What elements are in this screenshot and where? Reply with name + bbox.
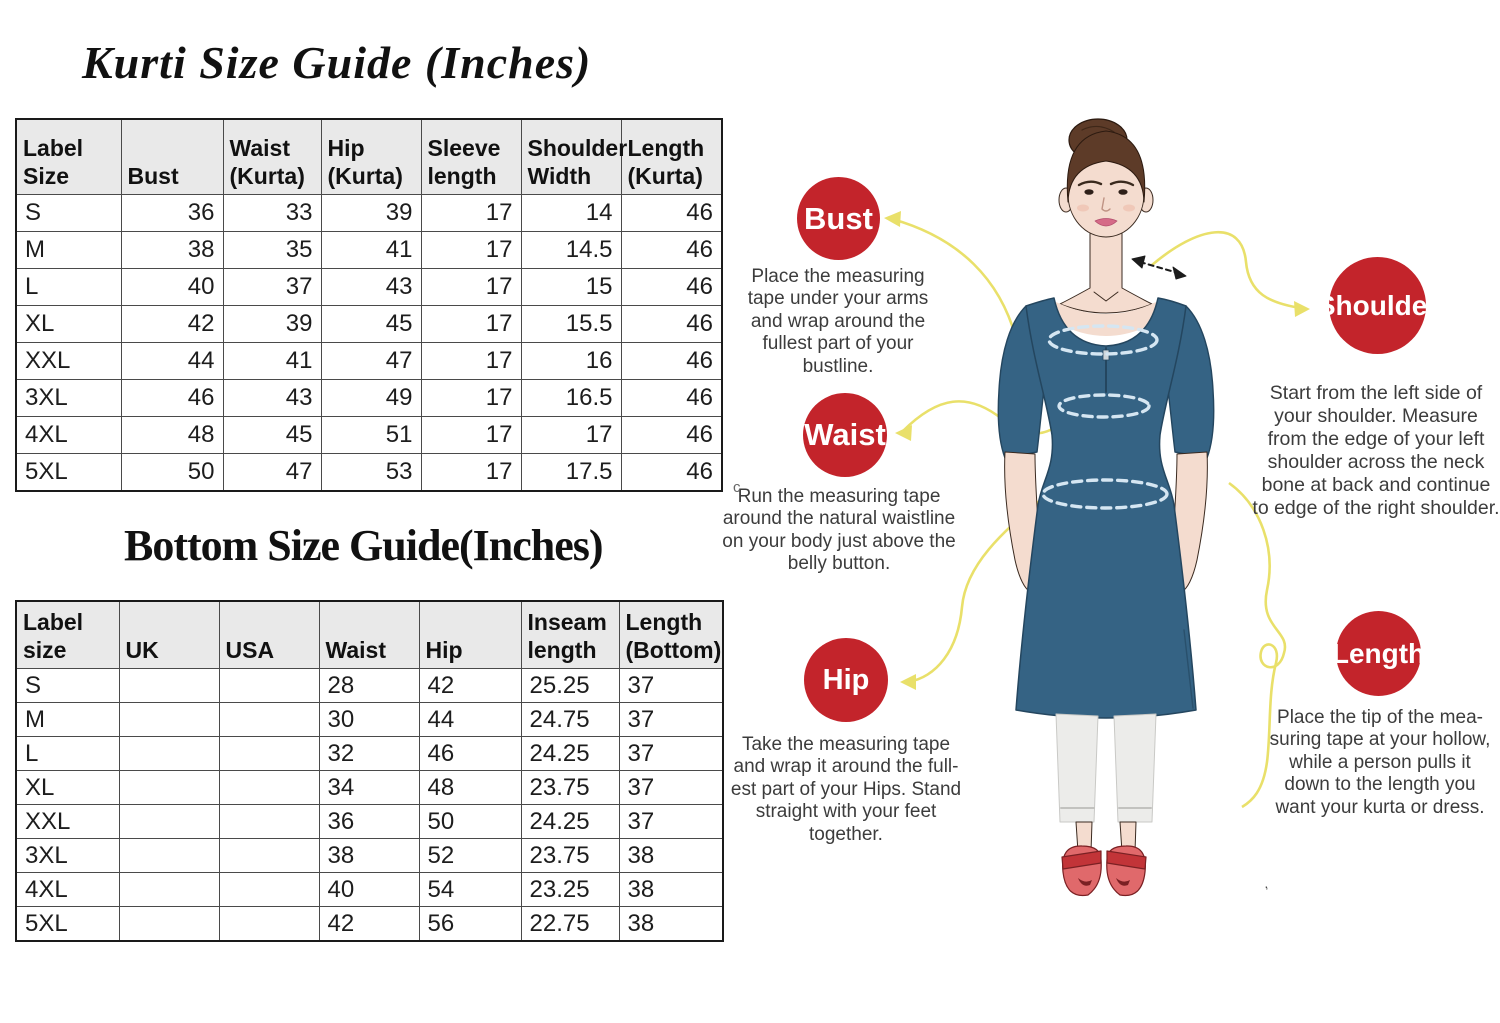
value-cell: 35 (223, 232, 321, 269)
value-cell: 36 (319, 805, 419, 839)
size-label-cell: 3XL (16, 839, 119, 873)
value-cell (119, 771, 219, 805)
value-cell: 38 (121, 232, 223, 269)
nose (1102, 198, 1110, 211)
shoulder-badge: Shoulder (1329, 257, 1426, 354)
value-cell: 44 (419, 703, 521, 737)
column-header: USA (219, 601, 319, 669)
hip-measure-ellipse (1043, 480, 1167, 508)
column-header: Label size (16, 601, 119, 669)
column-header: Label Size (16, 119, 121, 195)
table-row (16, 907, 723, 942)
value-cell: 24.75 (521, 703, 619, 737)
value-cell: 17 (421, 380, 521, 417)
chest-skin (1056, 302, 1156, 336)
left-blush (1077, 205, 1089, 212)
value-cell: 28 (319, 669, 419, 703)
value-cell: 52 (419, 839, 521, 873)
value-cell: 17 (421, 195, 521, 232)
value-cell: 47 (223, 454, 321, 492)
value-cell (119, 839, 219, 873)
column-header: Waist (Kurta) (223, 119, 321, 195)
value-cell: 46 (121, 380, 223, 417)
value-cell (219, 805, 319, 839)
value-cell (219, 873, 319, 907)
size-label-cell: M (16, 232, 121, 269)
value-cell: 37 (619, 771, 723, 805)
woman-illustration (998, 119, 1214, 896)
value-cell (219, 771, 319, 805)
collarbone-line (1094, 292, 1118, 301)
value-cell: 53 (321, 454, 421, 492)
hair-front (1067, 131, 1144, 202)
table-row (16, 417, 722, 454)
column-header: Inseam length (521, 601, 619, 669)
value-cell: 54 (419, 873, 521, 907)
table-row (16, 454, 722, 492)
value-cell: 42 (121, 306, 223, 343)
value-cell: 47 (321, 343, 421, 380)
value-cell: 43 (223, 380, 321, 417)
value-cell: 45 (223, 417, 321, 454)
value-cell (219, 669, 319, 703)
size-label-cell: XXL (16, 805, 119, 839)
left-eye (1084, 189, 1093, 195)
eyebrows (1079, 182, 1133, 185)
value-cell: 51 (321, 417, 421, 454)
shoulder-measure-arrow (1132, 256, 1186, 279)
value-cell: 23.75 (521, 771, 619, 805)
value-cell: 38 (619, 839, 723, 873)
table-row (16, 737, 723, 771)
waist-arrowhead (895, 425, 912, 441)
value-cell: 46 (621, 306, 722, 343)
size-label-cell: XXL (16, 343, 121, 380)
left-pant-leg (1056, 714, 1098, 822)
value-cell: 40 (121, 269, 223, 306)
value-cell: 36 (121, 195, 223, 232)
right-eye (1118, 189, 1127, 195)
value-cell (219, 907, 319, 942)
value-cell: 17 (421, 232, 521, 269)
value-cell: 15.5 (521, 306, 621, 343)
size-label-cell: L (16, 269, 121, 306)
face (1068, 151, 1144, 237)
column-header: Length (Bottom) (619, 601, 723, 669)
value-cell: 17.5 (521, 454, 621, 492)
value-cell: 17 (421, 269, 521, 306)
value-cell (219, 839, 319, 873)
value-cell: 37 (619, 805, 723, 839)
measurement-ellipses (1043, 326, 1167, 508)
kurta-dress (1016, 298, 1196, 718)
value-cell: 17 (421, 306, 521, 343)
left-shoe (1063, 846, 1102, 896)
value-cell: 37 (619, 737, 723, 771)
waist-instructions: Run the measuring tape around the natural waistline on your body just above the belly button. (722, 486, 956, 575)
value-cell: 46 (621, 269, 722, 306)
table-row (16, 703, 723, 737)
waist-connector-line (903, 401, 1064, 433)
hip-badge: Hip (804, 638, 888, 722)
length-badge: Length (1336, 611, 1421, 696)
right-ear (1139, 188, 1153, 212)
value-cell: 50 (121, 454, 223, 492)
right-blush (1123, 205, 1135, 212)
value-cell (119, 907, 219, 942)
right-pant-leg (1114, 714, 1156, 822)
value-cell: 39 (321, 195, 421, 232)
value-cell: 56 (419, 907, 521, 942)
right-sleeve (1159, 306, 1214, 458)
right-shoe-strap (1107, 851, 1146, 869)
connector-arrowheads (884, 211, 1310, 690)
value-cell: 49 (321, 380, 421, 417)
value-cell: 38 (619, 873, 723, 907)
value-cell: 17 (421, 454, 521, 492)
value-cell: 37 (619, 669, 723, 703)
table-row (16, 380, 722, 417)
value-cell: 39 (223, 306, 321, 343)
size-label-cell: S (16, 669, 119, 703)
right-shoe (1107, 846, 1146, 896)
table-row (16, 269, 722, 306)
bust-instructions: Place the measuring tape under your arms and wrap around the fullest part of your bustline. (747, 266, 929, 377)
bottom-size-table (15, 600, 724, 942)
value-cell: 44 (121, 343, 223, 380)
value-cell: 34 (319, 771, 419, 805)
column-header: Shoulder Width (521, 119, 621, 195)
value-cell: 37 (223, 269, 321, 306)
kurti-table-header-row (16, 119, 722, 195)
value-cell: 30 (319, 703, 419, 737)
size-label-cell: L (16, 737, 119, 771)
size-label-cell: XL (16, 771, 119, 805)
value-cell (219, 703, 319, 737)
value-cell (119, 805, 219, 839)
value-cell: 23.25 (521, 873, 619, 907)
right-forearm-hand (1173, 452, 1207, 592)
size-label-cell: XL (16, 306, 121, 343)
stray-character: c (733, 479, 741, 496)
left-ear (1059, 188, 1073, 212)
value-cell: 46 (621, 232, 722, 269)
value-cell: 17 (421, 343, 521, 380)
shoes (1062, 846, 1146, 896)
value-cell: 38 (619, 907, 723, 942)
size-label-cell: M (16, 703, 119, 737)
value-cell (119, 737, 219, 771)
size-label-cell: 5XL (16, 454, 121, 492)
value-cell: 22.75 (521, 907, 619, 942)
value-cell: 16.5 (521, 380, 621, 417)
table-row (16, 669, 723, 703)
hair-bun (1069, 119, 1127, 161)
value-cell: 24.25 (521, 805, 619, 839)
value-cell: 48 (121, 417, 223, 454)
face-features (1077, 182, 1135, 226)
size-label-cell: 3XL (16, 380, 121, 417)
value-cell: 32 (319, 737, 419, 771)
size-label-cell: S (16, 195, 121, 232)
value-cell: 46 (419, 737, 521, 771)
kurti-size-guide-title: Kurti Size Guide (Inches) (82, 37, 592, 88)
table-row (16, 343, 722, 380)
neck (1060, 224, 1152, 313)
value-cell: 45 (321, 306, 421, 343)
value-cell: 25.25 (521, 669, 619, 703)
size-label-cell: 4XL (16, 873, 119, 907)
value-cell: 42 (319, 907, 419, 942)
value-cell: 17 (421, 417, 521, 454)
table-row (16, 873, 723, 907)
value-cell (219, 737, 319, 771)
hip-arrowhead (900, 674, 916, 690)
table-row (16, 839, 723, 873)
left-forearm-hand (1005, 452, 1039, 592)
right-ankle (1120, 822, 1136, 852)
kurta-side-slit (1184, 630, 1193, 708)
value-cell: 46 (621, 380, 722, 417)
column-header: Bust (121, 119, 223, 195)
value-cell: 46 (621, 417, 722, 454)
value-cell: 23.75 (521, 839, 619, 873)
shoulder-arrowhead (1294, 301, 1310, 317)
value-cell: 41 (321, 232, 421, 269)
size-label-cell: 5XL (16, 907, 119, 942)
lips (1095, 219, 1117, 227)
bust-arrowhead (884, 211, 901, 227)
value-cell: 15 (521, 269, 621, 306)
value-cell: 46 (621, 195, 722, 232)
size-label-cell: 4XL (16, 417, 121, 454)
value-cell: 37 (619, 703, 723, 737)
value-cell: 24.25 (521, 737, 619, 771)
value-cell: 42 (419, 669, 521, 703)
value-cell: 50 (419, 805, 521, 839)
value-cell: 46 (621, 454, 722, 492)
left-ankle (1076, 822, 1092, 852)
left-sleeve (998, 306, 1053, 458)
left-shoe-strap (1062, 851, 1101, 869)
value-cell: 14 (521, 195, 621, 232)
bust-measure-ellipse (1049, 326, 1157, 354)
value-cell: 48 (419, 771, 521, 805)
kurti-size-table (15, 118, 723, 492)
value-cell: 41 (223, 343, 321, 380)
value-cell (119, 669, 219, 703)
value-cell: 16 (521, 343, 621, 380)
waist-measure-ellipse (1059, 395, 1149, 417)
column-header: Length (Kurta) (621, 119, 722, 195)
column-header: Waist (319, 601, 419, 669)
bottom-table-header-row (16, 601, 723, 669)
bottom-size-guide-title: Bottom Size Guide(Inches) (124, 521, 603, 570)
value-cell: 17 (521, 417, 621, 454)
value-cell: 40 (319, 873, 419, 907)
length-instructions: Place the tip of the mea- suring tape at your hollow, while a person pulls it down to the length you want your kurta or dress. (1269, 707, 1491, 818)
hair-bun-strands (1082, 126, 1116, 152)
column-header: Hip (Kurta) (321, 119, 421, 195)
bust-badge: Bust (797, 177, 880, 260)
column-header: Hip (419, 601, 521, 669)
hip-instructions: Take the measuring tape and wrap it around the full- est part of your Hips. Stand straight with your feet together. (730, 734, 962, 845)
value-cell: 33 (223, 195, 321, 232)
value-cell: 14.5 (521, 232, 621, 269)
table-row (16, 771, 723, 805)
column-header: UK (119, 601, 219, 669)
value-cell: 38 (319, 839, 419, 873)
value-cell (119, 703, 219, 737)
value-cell: 43 (321, 269, 421, 306)
stray-mark: ’ (1263, 882, 1272, 900)
column-header: Sleeve length (421, 119, 521, 195)
table-row (16, 232, 722, 269)
shoe-toe-marks (1078, 878, 1130, 886)
value-cell: 46 (621, 343, 722, 380)
table-row (16, 805, 723, 839)
shoulder-connector-line (1152, 232, 1300, 308)
table-row (16, 306, 722, 343)
kurta-zip-pull (1103, 350, 1109, 360)
waist-badge: Waist (803, 393, 887, 477)
shoulder-instructions: Start from the left side of your shoulder. Measure from the edge of your left shoulder across the neck bone at back and continue to edge of the right shoulder. (1252, 382, 1500, 519)
value-cell (119, 873, 219, 907)
table-row (16, 195, 722, 232)
